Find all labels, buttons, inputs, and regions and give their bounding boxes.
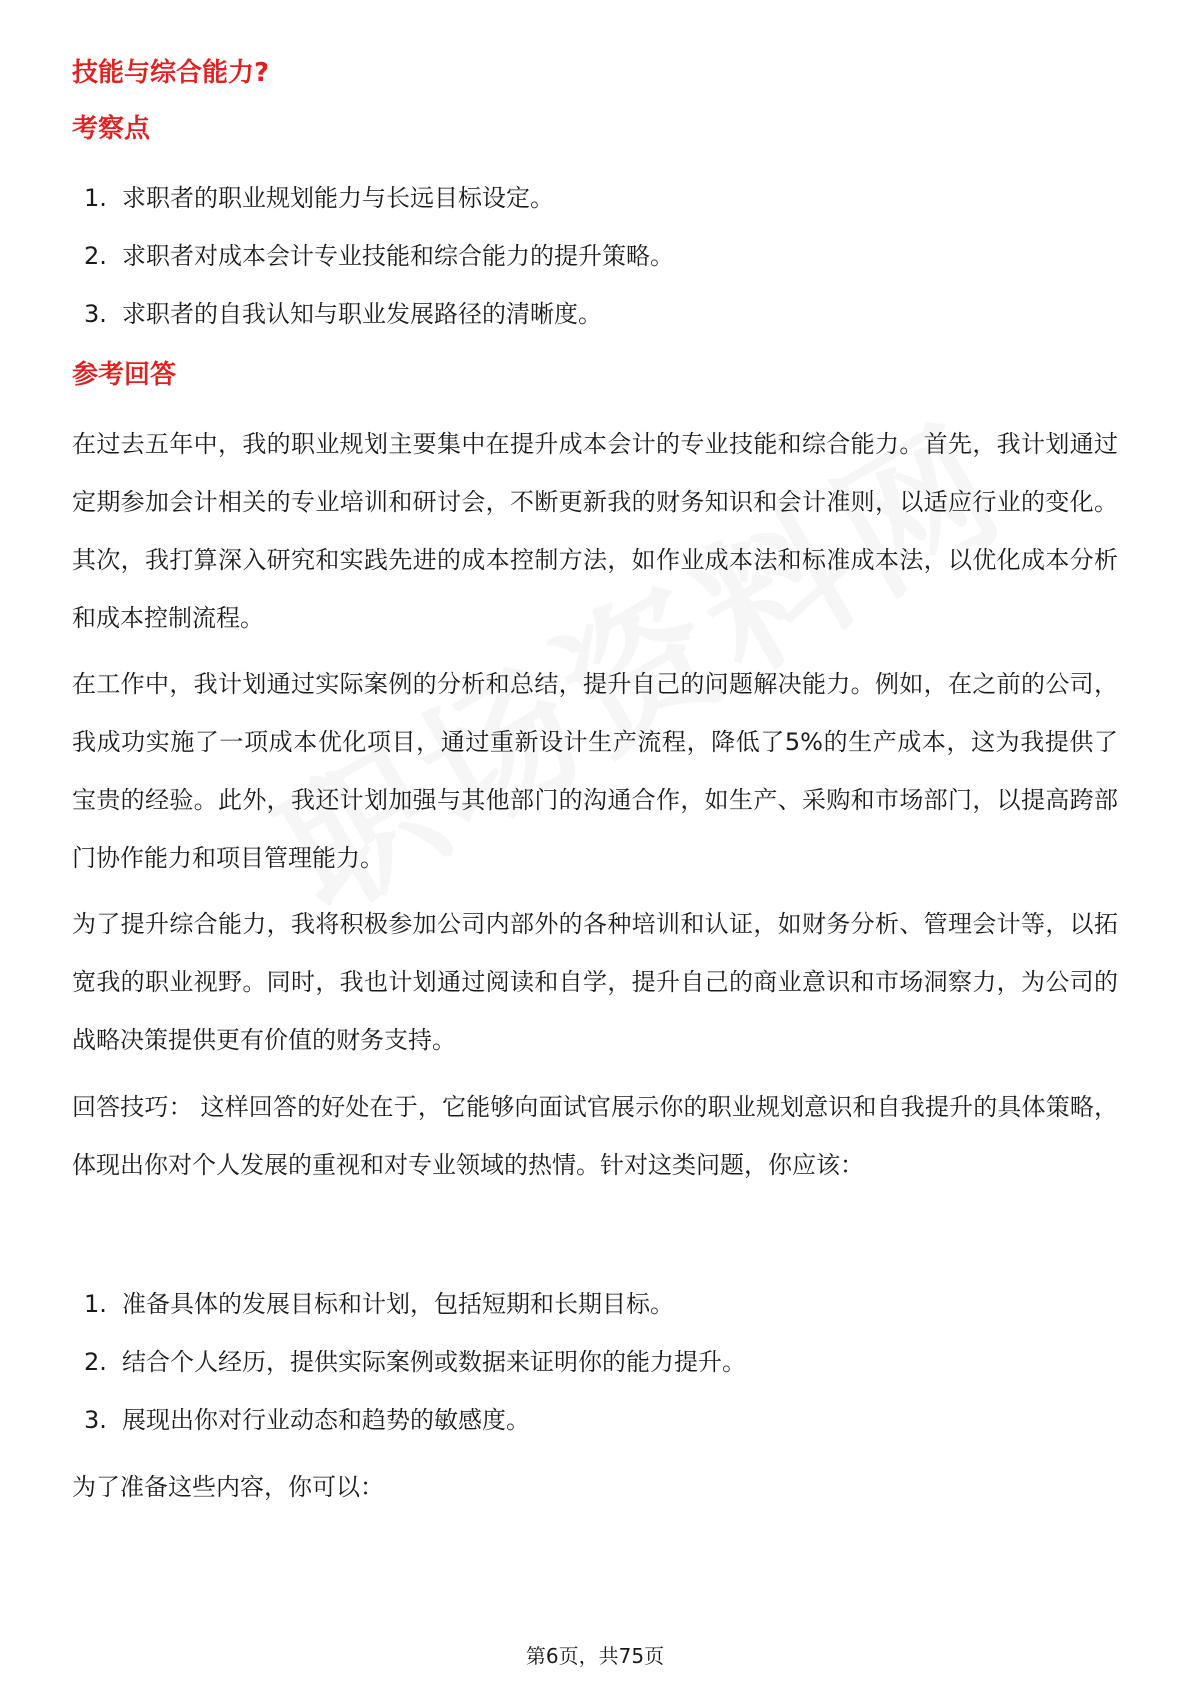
section-title: 技能与综合能力? [72, 58, 270, 88]
tips-list [84, 1288, 1114, 1462]
list-number: 1. [84, 184, 107, 212]
answer-paragraph-1: 在过去五年中，我的职业规划主要集中在提升成本会计的专业技能和综合能力。首先，我计划通过定期参加会计相关的专业培训和研讨会，不断更新我的财务知识和会计准则，以适应行业的变化。其次，我打算深入研究和实践先进的成本控制方法，如作业成本法和标准成本法，以优化成本分析和成本控制流程。 [72, 430, 1118, 632]
page-footer: 第6页，共75页 [525, 1644, 665, 1668]
list-text: 求职者的职业规划能力与长远目标设定。 [122, 184, 554, 212]
list-number: 1. [84, 1290, 107, 1318]
list-number: 3. [84, 300, 107, 328]
list-item [84, 182, 1114, 240]
list-text: 求职者对成本会计专业技能和综合能力的提升策略。 [122, 242, 674, 270]
list-item [84, 298, 1114, 356]
list-number: 2. [84, 242, 107, 270]
list-number: 3. [84, 1406, 107, 1434]
tips-paragraph: 回答技巧： 这样回答的好处在于，它能够向面试官展示你的职业规划意识和自我提升的具体策略，体现出你对个人发展的重视和对专业领域的热情。针对这类问题，你应该： [72, 1093, 1118, 1179]
list-text: 准备具体的发展目标和计划，包括短期和长期目标。 [122, 1290, 674, 1318]
list-text: 结合个人经历，提供实际案例或数据来证明你的能力提升。 [122, 1348, 746, 1376]
answer-paragraph-3: 为了提升综合能力，我将积极参加公司内部外的各种培训和认证，如财务分析、管理会计等，以拓宽我的职业视野。同时，我也计划通过阅读和自学，提升自己的商业意识和市场洞察力，为公司的战略决策提供更有价值的财务支持。 [72, 910, 1118, 1054]
closing-paragraph: 为了准备这些内容，你可以： [72, 1473, 384, 1501]
list-text: 展现出你对行业动态和趋势的敏感度。 [122, 1406, 530, 1434]
list-number: 2. [84, 1348, 107, 1376]
list-item [84, 1404, 1114, 1462]
reference-answer-heading: 参考回答 [72, 360, 177, 390]
exam-points-heading: 考察点 [72, 114, 151, 144]
answer-paragraph-2: 在工作中，我计划通过实际案例的分析和总结，提升自己的问题解决能力。例如，在之前的公司，我成功实施了一项成本优化项目，通过重新设计生产流程，降低了5%的生产成本，这为我提供了宝贵的经验。此外，我还计划加强与其他部门的沟通合作，如生产、采购和市场部门，以提高跨部门协作能力和项目管理能力。 [72, 670, 1118, 872]
list-item [84, 1346, 1114, 1404]
list-item [84, 1288, 1114, 1346]
list-item [84, 240, 1114, 298]
list-text: 求职者的自我认知与职业发展路径的清晰度。 [122, 300, 602, 328]
exam-points-list [84, 182, 1114, 356]
